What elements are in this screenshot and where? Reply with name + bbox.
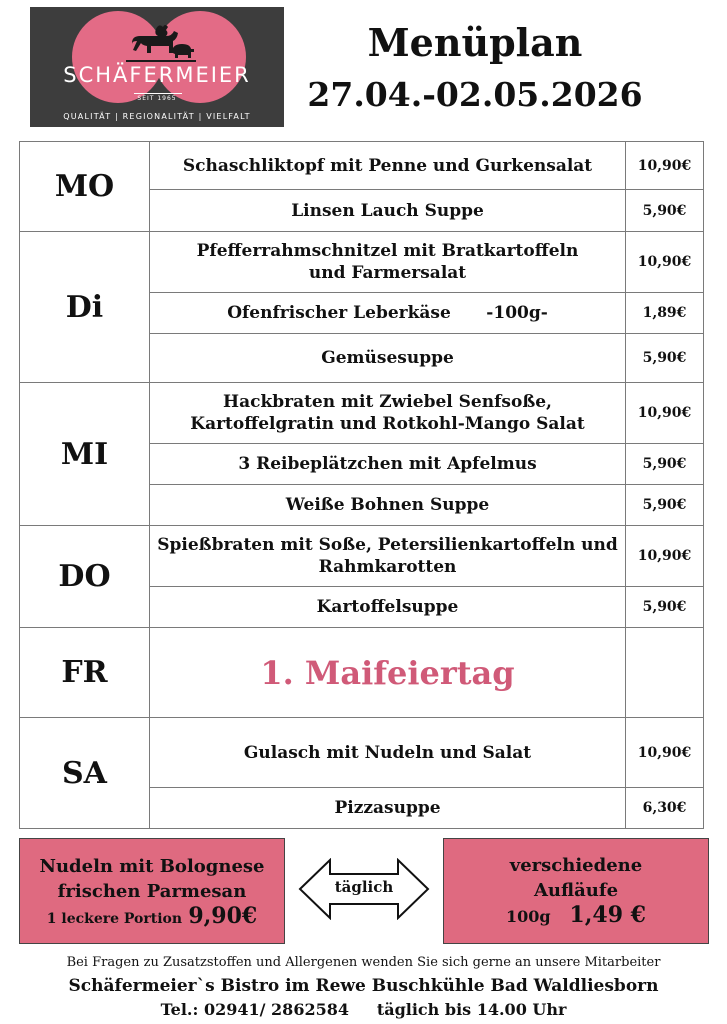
dish-name: Linsen Lauch Suppe [150, 190, 626, 232]
special-line: Aufläufe [533, 880, 619, 901]
menu-row [20, 718, 704, 788]
menu-row [20, 142, 704, 190]
bistro-name: Schäfermeier`s Bistro im Rewe Buschkühle Bad Waldliesborn [68, 976, 659, 996]
date-range: 27.04.-02.05.2026 [307, 75, 643, 114]
dish-line: und Farmersalat [308, 263, 467, 283]
special-price: 9,90€ [188, 903, 258, 929]
logo-since: SEIT 1965 [137, 95, 177, 102]
menu-row [20, 383, 704, 444]
dish-price: 10,90€ [626, 232, 704, 293]
special-line: verschiedene [509, 855, 643, 876]
dish-price: 10,90€ [626, 718, 704, 788]
dish-name: Gulasch mit Nudeln und Salat [150, 718, 626, 788]
special-portion [20, 904, 284, 932]
dish-name: Kartoffelsuppe [150, 587, 626, 628]
special-portion [444, 903, 708, 929]
day-label-sa: SA [20, 718, 150, 829]
page-title: Menüplan [367, 20, 583, 65]
dish-line: Kartoffelgratin und Rotkohl-Mango Salat [190, 414, 585, 434]
day-label-mi: MI [20, 383, 150, 526]
dish-name: Weiße Bohnen Suppe [150, 485, 626, 526]
dish-price: 5,90€ [626, 444, 704, 485]
dish-price: 5,90€ [626, 587, 704, 628]
unit-label: 100g [506, 907, 551, 926]
day-label-fr: FR [20, 628, 150, 718]
holiday-label: 1. Maifeiertag [150, 628, 626, 718]
menu-row [20, 628, 704, 718]
logo-divider [134, 93, 182, 94]
day-label-mo: MO [20, 142, 150, 232]
contact-line: Tel.: 02941/ 2862584 täglich bis 14.00 Uhr [160, 1000, 567, 1019]
farm-animals-icon [126, 21, 196, 63]
brand-logo [30, 7, 284, 127]
special-casserole-box [443, 838, 709, 944]
dish-name: Schaschliktopf mit Penne und Gurkensalat [150, 142, 626, 190]
special-line: Nudeln mit Bolognese [39, 856, 265, 877]
dish-line: Pfefferrahmschnitzel mit Bratkartoffeln [196, 241, 579, 261]
daily-label: täglich [334, 878, 394, 896]
allergen-note: Bei Fragen zu Zusatzstoffen und Allergenen wenden Sie sich gerne an unsere Mitarbeiter [66, 955, 661, 970]
dish-price: 6,30€ [626, 788, 704, 829]
dish-line: Rahmkarotten [318, 557, 457, 577]
dish-name: Gemüsesuppe [150, 334, 626, 383]
dish-price: 10,90€ [626, 142, 704, 190]
dish-line: Spießbraten mit Soße, Petersilienkartoffeln und [157, 535, 618, 555]
dish-name: Pizzasuppe [150, 788, 626, 829]
dish-price: 10,90€ [626, 526, 704, 587]
menu-row [20, 526, 704, 587]
dish-price: 5,90€ [626, 485, 704, 526]
day-label-do: DO [20, 526, 150, 628]
special-pasta-box [19, 838, 285, 944]
dish-name [150, 232, 626, 293]
logo-brand-name: SCHÄFERMEIER [63, 63, 251, 87]
empty-price-cell [626, 628, 704, 718]
dish-price: 1,89€ [626, 293, 704, 334]
dish-name [150, 526, 626, 587]
portion-label: 1 leckere Portion [46, 911, 183, 927]
dish-price: 5,90€ [626, 190, 704, 232]
menu-table [19, 141, 704, 829]
dish-line: Hackbraten mit Zwiebel Senfsoße, [223, 392, 552, 412]
special-line: frischen Parmesan [57, 881, 247, 902]
menu-row [20, 232, 704, 293]
day-label-di: Di [20, 232, 150, 383]
logo-tagline: QUALITÄT | REGIONALITÄT | VIELFALT [63, 112, 251, 121]
dish-price: 10,90€ [626, 383, 704, 444]
dish-name [150, 383, 626, 444]
dish-price: 5,90€ [626, 334, 704, 383]
special-price: 1,49 € [569, 902, 646, 928]
dish-name: 3 Reibeplätzchen mit Apfelmus [150, 444, 626, 485]
dish-name: Ofenfrischer Leberkäse -100g- [150, 293, 626, 334]
